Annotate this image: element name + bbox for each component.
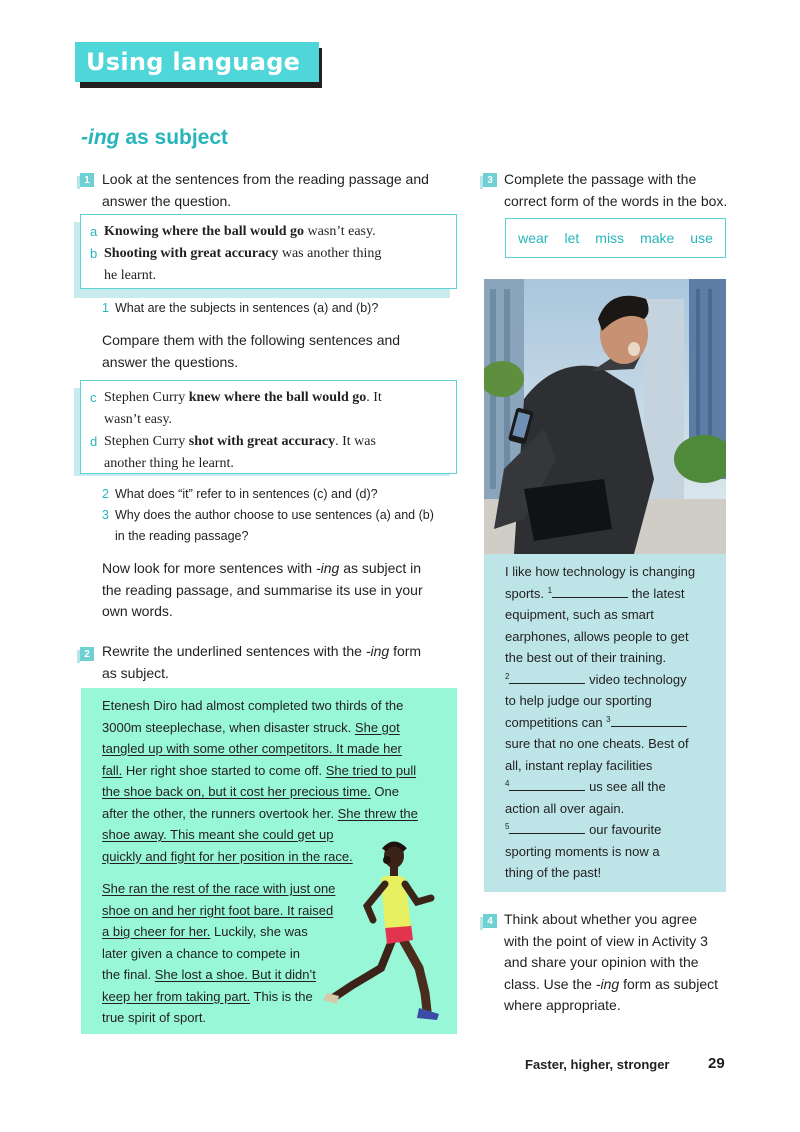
blank-4[interactable] (509, 778, 585, 791)
instruction-line (102, 558, 423, 580)
example-bold: Shooting with great accuracy (104, 246, 279, 261)
cloze-line: I like how technology is changing (505, 564, 696, 579)
instruction-line: correct form of the words in the box. (504, 192, 728, 209)
blank-3[interactable] (611, 714, 687, 727)
cloze-line: all, instant replay facilities (505, 757, 653, 773)
underlined-sentence: She ran the rest of the race with just one (102, 881, 336, 896)
instruction-line: own words. (102, 603, 173, 619)
cloze-text (505, 561, 715, 884)
underlined-sentence: keep her from taking part. (102, 988, 251, 1004)
example-c (90, 387, 446, 409)
example-a (90, 221, 446, 243)
word-box (505, 218, 726, 258)
runner-illustration (321, 828, 461, 1028)
activity-2-number: 2 (80, 647, 94, 661)
example-letter: c (90, 390, 97, 405)
cloze-passage (484, 554, 726, 892)
passage-box (81, 688, 457, 1034)
blank-number: 2 (505, 671, 510, 681)
cloze-line: the best out of their training. (505, 650, 667, 665)
blank-number: 3 (606, 714, 611, 724)
underlined-sentence: She threw the (337, 805, 418, 821)
question-3-line2: in the reading passage? (115, 529, 249, 543)
word-item: miss (595, 230, 625, 246)
cloze-line: the latest (628, 585, 685, 601)
now-look-instruction (102, 558, 423, 623)
question-number: 3 (102, 508, 109, 522)
passage-text: 3000m steeplechase, when disaster struck. (102, 719, 355, 735)
passage-text: This is the (250, 988, 313, 1004)
underlined-sentence: shoe away. This meant she could get up (102, 827, 334, 842)
text-italic: -ing (595, 975, 620, 992)
example-rest: was another thing (278, 246, 382, 261)
example-d (90, 431, 446, 453)
blank-number: 4 (505, 779, 510, 788)
question-number: 1 (102, 301, 109, 315)
activity-3-number: 3 (483, 173, 497, 187)
banner-flag-icon (367, 52, 380, 74)
example-b (90, 243, 446, 265)
word-item: let (564, 230, 580, 246)
instruction-line: where appropriate. (504, 997, 621, 1013)
athlete-photo (484, 279, 726, 554)
underlined-sentence: shoe on and her right foot bare. It raised (102, 902, 334, 918)
compare-instruction (102, 330, 400, 373)
passage-text: Luckily, she was (210, 924, 308, 939)
cloze-line: video technology (585, 671, 687, 687)
activity-1-instruction (102, 169, 429, 212)
passage-text: One (370, 784, 399, 799)
section-title-italic: -ing (81, 126, 120, 149)
example-box-cd (80, 380, 457, 474)
example-letter: a (90, 224, 98, 239)
cloze-line: action all over again. (505, 800, 625, 816)
activity-1-number: 1 (80, 173, 94, 187)
cloze-line: equipment, such as smart (505, 607, 654, 622)
word-item: make (640, 230, 675, 246)
word-item: wear (518, 230, 549, 246)
underlined-sentence: a big cheer for her. (102, 924, 211, 939)
instruction-line: as subject. (102, 664, 169, 681)
banner-title: Using language (86, 48, 301, 76)
cloze-line: sports. (505, 585, 548, 601)
instruction-line: Think about whether you agree (504, 911, 698, 927)
section-title-rest: as subject (119, 126, 229, 149)
underlined-sentence: fall. (102, 762, 123, 778)
instruction-line: and share your opinion with the (504, 954, 699, 970)
instruction-line (504, 974, 718, 996)
page-number: 29 (708, 1055, 725, 1072)
example-b-line2: he learnt. (104, 268, 157, 283)
instruction-line: answer the questions. (102, 353, 239, 370)
footer-unit-title: Faster, higher, stronger (525, 1057, 670, 1072)
instruction-line: the reading passage, and summarise its use in your (102, 581, 423, 598)
instruction-line: Look at the sentences from the reading passage and (102, 171, 429, 187)
example-bold: knew where the ball would go (188, 390, 367, 405)
text-part: as subject in (339, 560, 422, 576)
cloze-line: sporting moments is now a (505, 843, 660, 859)
text-part: Rewrite the underlined sentences with the (102, 643, 366, 659)
cloze-line: to help judge our sporting (505, 693, 652, 708)
question-text: What are the subjects in sentences (a) and (b)? (114, 301, 379, 315)
question-text: Why does the author choose to use sentences (a) and (b) (114, 508, 434, 522)
cloze-line: competitions can (505, 714, 607, 730)
instruction-line: Complete the passage with the (504, 171, 697, 187)
instruction-line (102, 641, 421, 663)
blank-2[interactable] (509, 671, 585, 684)
question-1 (102, 298, 378, 320)
text-italic: -ing (315, 560, 340, 576)
instruction-line: Compare them with the following sentences and (102, 332, 401, 348)
underlined-sentence: She got (354, 719, 400, 735)
example-rest: . It (366, 390, 382, 405)
passage-text: Etenesh Diro had almost completed two thirds of the (102, 698, 404, 713)
passage-text: Her right shoe started to come off. (122, 762, 326, 778)
activity-2-instruction (102, 641, 421, 684)
question-number: 2 (102, 487, 109, 501)
passage-text: after the other, the runners overtook her. (102, 805, 338, 821)
underlined-sentence: quickly and fight for her position in the race. (102, 848, 353, 864)
underlined-sentence: tangled up with some other competitors. It made her (102, 741, 402, 756)
underlined-sentence: the shoe back on, but it cost her precious time. (102, 784, 371, 799)
example-bold: Knowing where the ball would go (104, 224, 305, 239)
blank-1[interactable] (552, 585, 628, 598)
example-d-line2: another thing he learnt. (104, 456, 234, 471)
example-pre: Stephen Curry (104, 390, 189, 405)
example-pre: Stephen Curry (104, 434, 189, 449)
activity-4-number: 4 (483, 914, 497, 928)
question-2 (102, 484, 378, 506)
text-italic: -ing (365, 643, 390, 659)
example-box-ab (80, 214, 457, 289)
example-bold: shot with great accuracy (188, 434, 336, 449)
question-text: What does “it” refer to in sentences (c) and (d)? (114, 487, 378, 501)
question-3 (102, 505, 434, 527)
cloze-line: sure that no one cheats. Best of (505, 736, 689, 751)
activity-4-instruction (504, 909, 718, 1017)
underlined-sentence: She lost a shoe. But it didn’t (154, 967, 316, 982)
word-item: use (690, 230, 713, 246)
blank-number: 1 (547, 585, 553, 595)
instruction-line: answer the question. (102, 192, 232, 209)
section-banner (75, 42, 319, 82)
text-part: form (389, 643, 422, 659)
activity-3-instruction (504, 169, 727, 212)
passage-paragraph-2 (102, 878, 335, 1029)
underlined-sentence: She tried to pull (325, 762, 417, 778)
section-title (81, 126, 228, 150)
passage-text: later given a chance to compete in (102, 945, 301, 961)
blank-number: 5 (505, 822, 510, 831)
instruction-line: with the point of view in Activity 3 (504, 932, 708, 949)
cloze-line: thing of the past! (505, 865, 602, 880)
example-rest: . It was (335, 434, 376, 449)
passage-text: the final. (102, 967, 155, 982)
blank-5[interactable] (509, 821, 585, 834)
cloze-line: earphones, allows people to get (505, 628, 689, 644)
example-letter: b (90, 246, 98, 261)
text-part: form as subject (619, 975, 719, 992)
example-rest: wasn’t easy. (304, 224, 376, 239)
cloze-line: us see all the (585, 779, 666, 794)
passage-text: true spirit of sport. (102, 1010, 207, 1025)
example-letter: d (90, 434, 98, 449)
text-part: class. Use the (504, 975, 596, 992)
text-part: Now look for more sentences with (102, 560, 316, 576)
cloze-line: our favourite (585, 822, 662, 837)
example-c-line2: wasn’t easy. (104, 412, 173, 427)
